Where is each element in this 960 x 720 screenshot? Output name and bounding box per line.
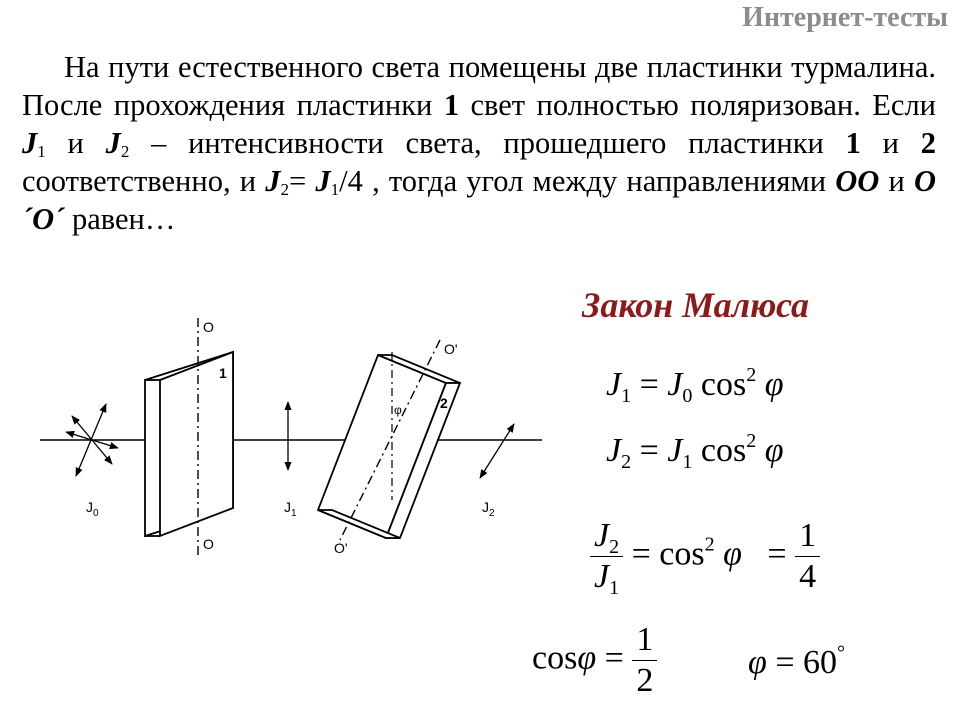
label-o-top: O: [203, 319, 214, 335]
formula-phi-result: φ = 60°: [748, 642, 845, 681]
fraction-j2-j1: $\frac{J_2}{J_1}$: [590, 516, 623, 597]
label-phi: φ: [394, 403, 402, 417]
malus-law-title: Закон Малюса: [582, 285, 810, 325]
fraction-one-half: $\frac{1}{2}$: [632, 620, 657, 701]
label-o-prime-bottom: O': [334, 540, 348, 556]
label-plate-1: 1: [219, 365, 227, 381]
label-plate-2: 2: [440, 395, 448, 411]
label-o-prime-top: O': [444, 341, 458, 357]
label-j2: $J_2$: [482, 499, 495, 519]
transmitted-light-j2-arrow: [480, 424, 514, 478]
problem-text: На пути естественного света помещены две пластинки турмалина. После прохождения пластинки 1 свет полностью поляризован. Если $J_1$ и $J_2$ – интенсивности света, прошедшего пластинки 1 и 2 соответственно, и $J_2= J_1/4$ , тогда угол между направлениями OO и O´O´ равен…: [22, 50, 937, 236]
fraction-one-quarter: $\frac{1}{4}$: [795, 516, 820, 597]
formula-ratio: $\frac{J_2}{J_1}$ = $\cos^2 \varphi$ = $\frac{1}{4}$: [590, 516, 820, 597]
formula-j1: $J_1 = J_0$ $\cos^2 \varphi$: [606, 364, 784, 407]
label-j1: $J_1$: [284, 499, 297, 519]
formula-cos-phi: cosφ = $\frac{1}{2}$: [532, 620, 657, 701]
header-title: Интернет-тесты: [742, 2, 948, 33]
label-o-bottom: O: [203, 536, 214, 552]
tourmaline-plate-2: [318, 355, 460, 538]
label-j0: $J_0$: [86, 499, 99, 519]
formula-j2: $J_2 = J_1$ $\cos^2 \varphi$: [606, 430, 784, 473]
polarizer-diagram: [0, 300, 560, 560]
